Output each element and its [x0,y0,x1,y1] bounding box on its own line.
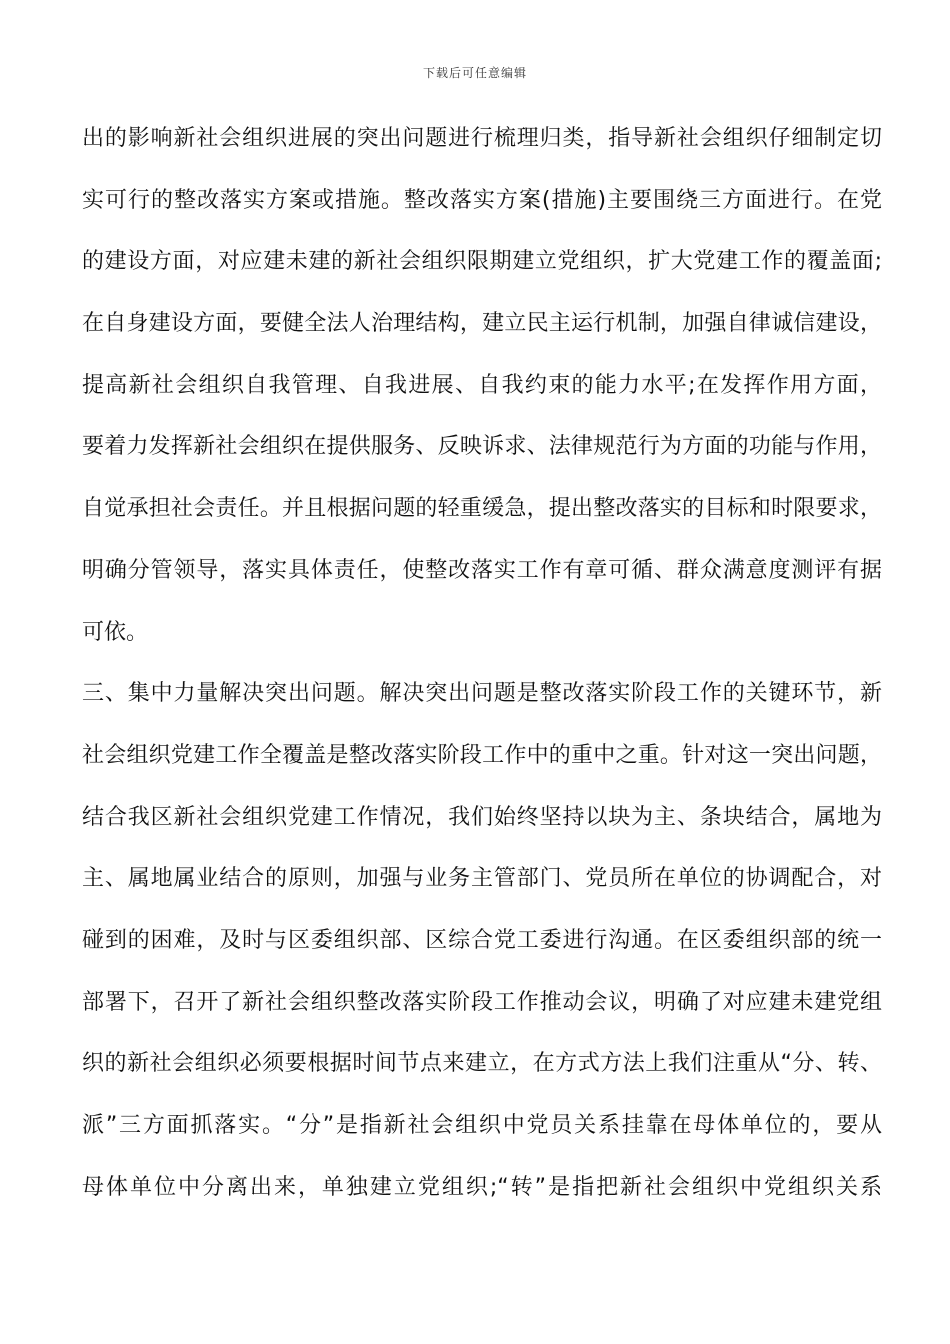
text-line: 实可行的整改落实方案或措施。整改落实方案(措施)主要围绕三方面进行。在党 [82,187,882,213]
text-line: 部署下，召开了新社会组织整改落实阶段工作推动会议，明确了对应建未建党组 [82,989,882,1015]
text-line: 自觉承担社会责任。并且根据问题的轻重缓急，提出整改落实的目标和时限要求， [82,496,882,522]
paragraph-end-line: 可依。 [82,619,149,645]
text-line: 母体单位中分离出来，单独建立党组织;“转”是指把新社会组织中党组织关系 [82,1174,882,1200]
text-line: 在自身建设方面，要健全法人治理结构，建立民主运行机制，加强自律诚信建设， [82,311,882,337]
page-header-caption: 下载后可任意编辑 [422,66,527,80]
text-line: 派”三方面抓落实。“分”是指新社会组织中党员关系挂靠在母体单位的，要从 [82,1113,882,1138]
text-line: 要着力发挥新社会组织在提供服务、反映诉求、法律规范行为方面的功能与作用， [82,434,882,460]
text-line: 出的影响新社会组织进展的突出问题进行梳理归类，指导新社会组织仔细制定切 [82,126,882,151]
text-line: 社会组织党建工作全覆盖是整改落实阶段工作中的重中之重。针对这一突出问题， [82,742,882,768]
text-line: 明确分管领导，落实具体责任，使整改落实工作有章可循、群众满意度测评有据 [82,557,882,583]
text-line: 提高新社会组织自我管理、自我进展、自我约束的能力水平;在发挥作用方面， [82,372,882,398]
text-line: 三、集中力量解决突出问题。解决突出问题是整改落实阶段工作的关键环节，新 [82,681,882,707]
text-line: 主、属地属业结合的原则，加强与业务主管部门、党员所在单位的协调配合，对 [82,866,882,892]
text-line: 碰到的困难，及时与区委组织部、区综合党工委进行沟通。在区委组织部的统一 [82,927,882,953]
document-body [82,114,882,1224]
text-line: 织的新社会组织必须要根据时间节点来建立，在方式方法上我们注重从“分、转、 [82,1051,882,1077]
text-line: 的建设方面，对应建未建的新社会组织限期建立党组织，扩大党建工作的覆盖面; [82,249,882,275]
text-line: 结合我区新社会组织党建工作情况，我们始终坚持以块为主、条块结合，属地为 [82,804,882,830]
